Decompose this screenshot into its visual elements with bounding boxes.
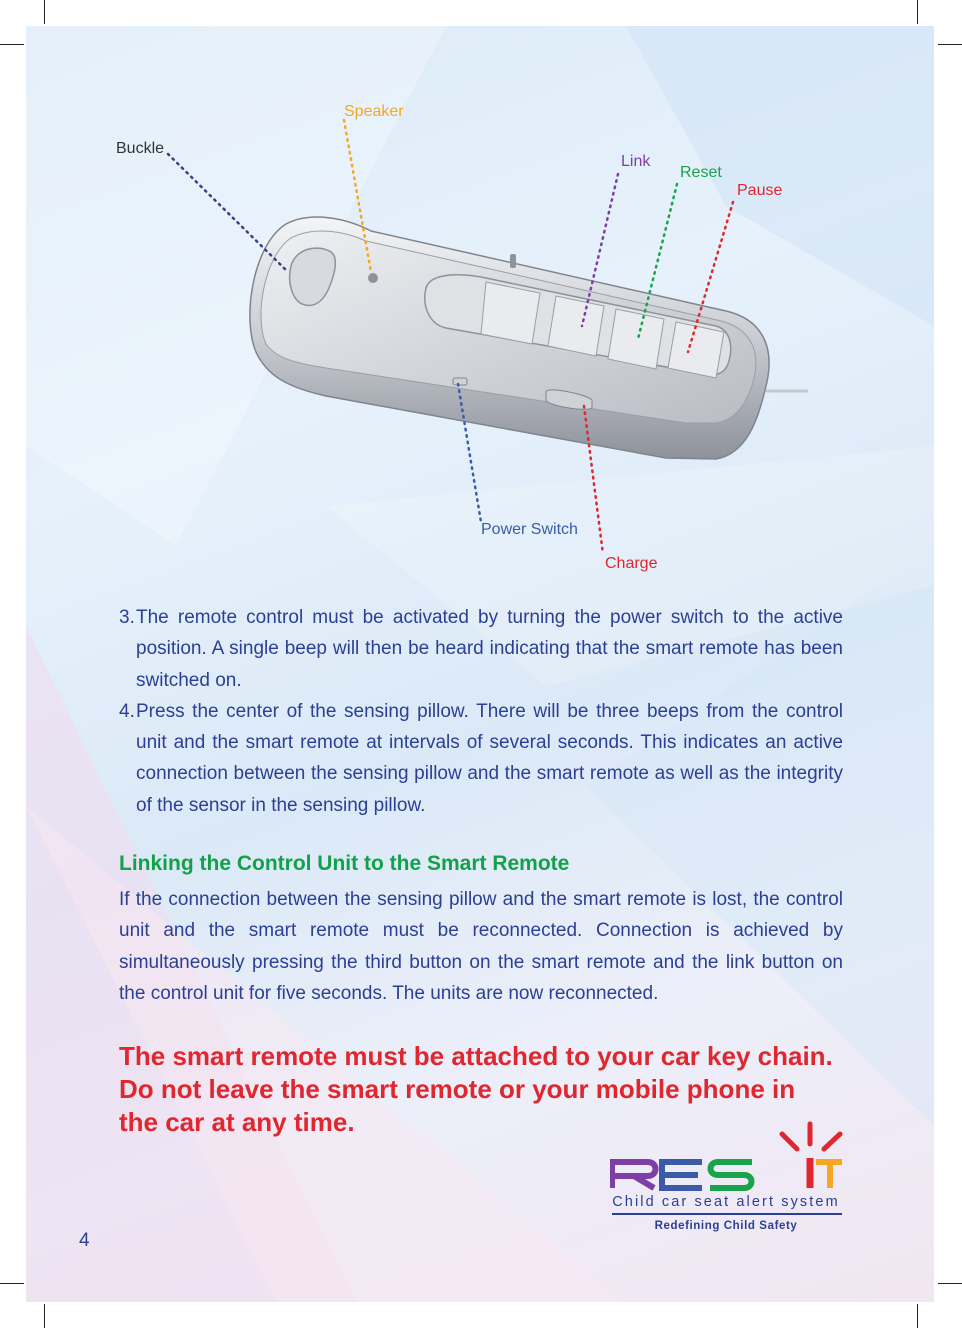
- section-heading: Linking the Control Unit to the Smart Remote: [119, 852, 570, 875]
- warning-text: The smart remote must be attached to your car key chain. Do not leave the smart remote or your mobile phone in the car at any time.: [119, 1041, 833, 1137]
- crop-mark-bottom-left-v: [44, 1304, 45, 1328]
- logo-tagline: Redefining Child Safety: [654, 1220, 798, 1232]
- step-text: Press the center of the sensing pillow. There will be three beeps from the control unit and the smart remote at intervals of several seconds. This indicates an active connection between the sensing pillow and the smart remote as well as the integrity of the sensor in the sensing pillow.: [136, 700, 843, 816]
- logo-subtitle: Child car seat alert system: [612, 1194, 840, 1210]
- logo-letters: [612, 1158, 842, 1188]
- logo-rays: [782, 1124, 840, 1149]
- step-number: 3.: [119, 607, 135, 628]
- section-paragraph: If the connection between the sensing pillow and the smart remote is lost, the control unit and the smart remote must be reconnected. Connection is achieved by simultaneously pressing the third button on the smart remote and the link button on the control unit for five seconds. The units are now reconnected.: [119, 889, 843, 1004]
- crop-mark-top-left-v: [44, 0, 45, 24]
- resit-logo: [610, 1120, 844, 1240]
- logo-divider: [612, 1213, 842, 1215]
- crop-mark-bottom-right-h: [938, 1283, 962, 1284]
- crop-mark-top-right-h: [938, 44, 962, 45]
- step-number: 4.: [119, 700, 135, 722]
- buckle-callout-line: [168, 154, 288, 272]
- manual-page: [26, 26, 934, 1302]
- pause-label: Pause: [737, 182, 783, 199]
- remote-diagram: [26, 26, 934, 586]
- link-label: Link: [621, 153, 651, 170]
- crop-mark-bottom-right-v: [917, 1304, 918, 1328]
- instruction-steps: [119, 602, 843, 821]
- step-4: [119, 696, 843, 821]
- remote-body: [250, 217, 808, 459]
- speaker-label: Speaker: [344, 103, 404, 120]
- power-switch-label: Power Switch: [481, 521, 578, 538]
- crop-mark-top-right-v: [917, 0, 918, 24]
- step-text: The remote control must be activated by turning the power switch to the active position. A single beep will then be heard indicating that the smart remote has been switched on.: [136, 607, 843, 691]
- step-3: [119, 602, 843, 696]
- buckle-label: Buckle: [116, 140, 165, 157]
- crop-mark-bottom-left-h: [0, 1283, 24, 1284]
- resit-logo-mark: [610, 1120, 844, 1194]
- page-number: 4: [79, 1230, 90, 1251]
- crop-mark-top-left-h: [0, 44, 24, 45]
- reset-label: Reset: [680, 164, 722, 181]
- charge-label: Charge: [605, 555, 658, 572]
